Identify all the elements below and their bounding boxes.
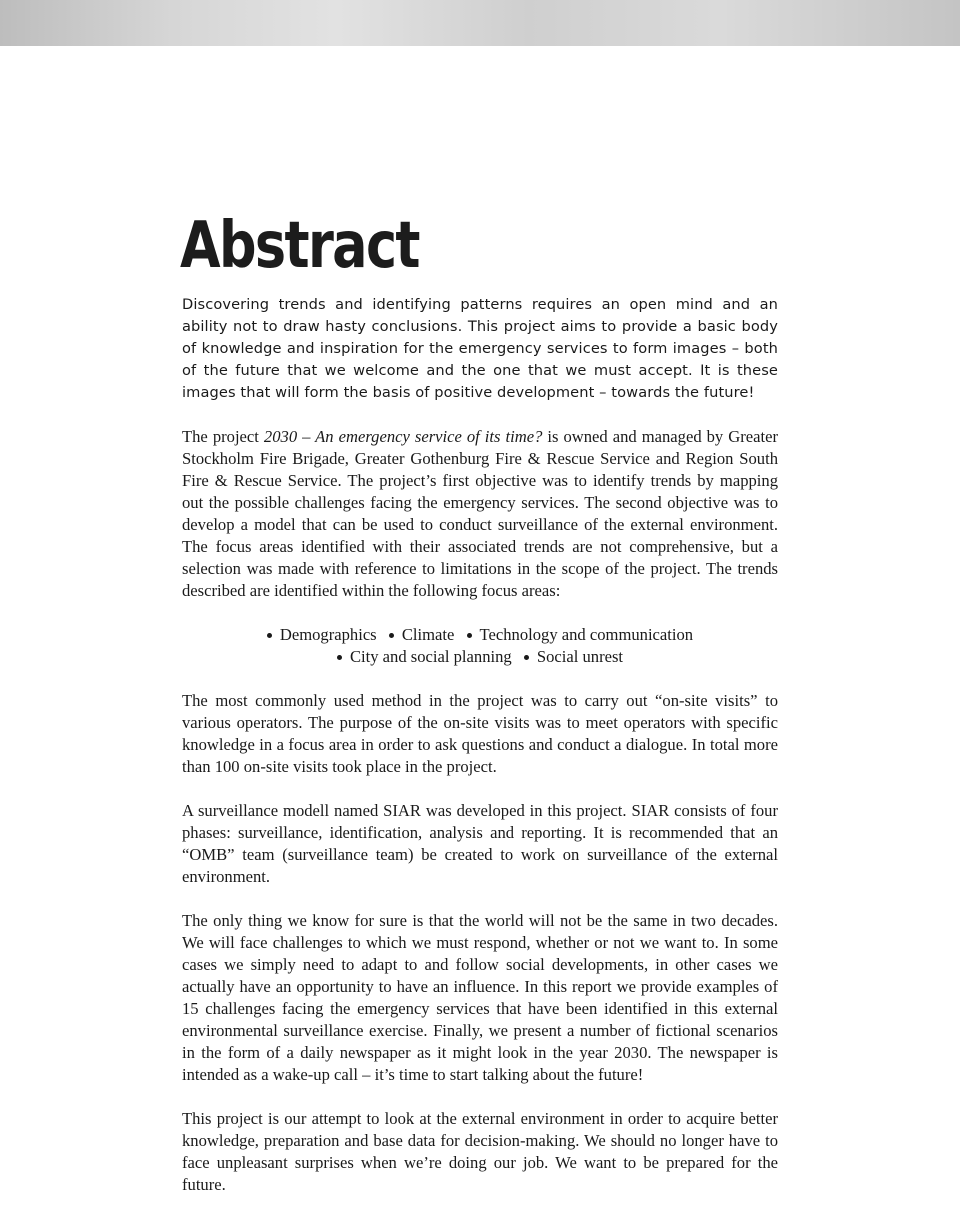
focus-area-label: Climate bbox=[401, 625, 455, 644]
method-paragraph: The most commonly used method in the project was to carry out “on-site visits” to various operators. The purpose of the on-site visits was to meet operators with specific knowledge in a focus area in order to ask questions and conduct a dialogue. In total more than 100 on-site visits took place in the project. bbox=[182, 691, 778, 776]
intro-paragraph: Discovering trends and identifying patterns requires an open mind and an ability not to draw hasty conclusions. This project aims to provide a basic body of knowledge and inspiration for the emergency services to form images – both of the future that we welcome and the one that we must accept. It is these images that will form the basis of positive development – towards the future! bbox=[182, 296, 778, 401]
project-title: – An emergency service of its time? bbox=[302, 427, 543, 446]
bullet-icon bbox=[524, 655, 529, 660]
focus-areas-list bbox=[182, 624, 778, 668]
bullet-icon bbox=[267, 633, 272, 638]
focus-area-item bbox=[467, 624, 694, 646]
focus-areas-line-2 bbox=[182, 646, 778, 668]
top-header-band bbox=[0, 0, 960, 46]
future-paragraph: The only thing we know for sure is that the world will not be the same in two decades. We will face challenges to which we must respond, whether or not we want to. In some cases we simply need to adapt to and follow social developments, in other cases we actually have an opportunity to have an influence. In this report we provide examples of 15 challenges facing the emergency services that have been identified in this external environmental surveillance exercise. Finally, we present a number of fictional scenarios in the form of a daily newspaper as it might look in the year 2030. The newspaper is intended as a wake-up call – it’s time to start talking about the future! bbox=[182, 911, 778, 1084]
bullet-icon bbox=[389, 633, 394, 638]
bullet-icon bbox=[467, 633, 472, 638]
project-lead-text: The project bbox=[182, 427, 264, 446]
focus-area-item bbox=[524, 646, 623, 668]
page-title: Abstract bbox=[180, 209, 419, 283]
focus-area-item bbox=[337, 646, 512, 668]
bullet-icon bbox=[337, 655, 342, 660]
abstract-page bbox=[182, 206, 778, 1218]
focus-area-label: City and social planning bbox=[349, 647, 512, 666]
conclusion-paragraph: This project is our attempt to look at the external environment in order to acquire better knowledge, preparation and base data for decision-making. We should no longer have to face unpleasant surprises when we’re doing our job. We want to be prepared for the future. bbox=[182, 1109, 778, 1194]
focus-areas-line-1 bbox=[182, 624, 778, 646]
focus-area-label: Demographics bbox=[279, 625, 377, 644]
focus-area-label: Social unrest bbox=[536, 647, 624, 666]
focus-area-label: Technology and communication bbox=[479, 625, 694, 644]
project-description: is owned and managed by Greater Stockholm Fire Brigade, Greater Gothenburg Fire & Rescue Service and Region South Fire & Rescue Service. The project’s first objective was to identify trends by mapping out the possible challenges facing the emergency services. The second objective was to develop a model that can be used to conduct surveillance of the external environment. The focus areas identified with their associated trends are not comprehensive, but a selection was made with reference to limitations in the scope of the project. The trends described are identified within the following focus areas: bbox=[182, 427, 778, 600]
siar-paragraph: A surveillance modell named SIAR was developed in this project. SIAR consists of four phases: surveillance, identification, analysis and reporting. It is recommended that an “OMB” team (surveillance team) be created to work on surveillance of the external environment. bbox=[182, 801, 778, 886]
focus-area-item bbox=[389, 624, 455, 646]
project-paragraph bbox=[182, 426, 778, 602]
focus-area-item bbox=[267, 624, 377, 646]
project-year: 2030 bbox=[263, 427, 303, 446]
